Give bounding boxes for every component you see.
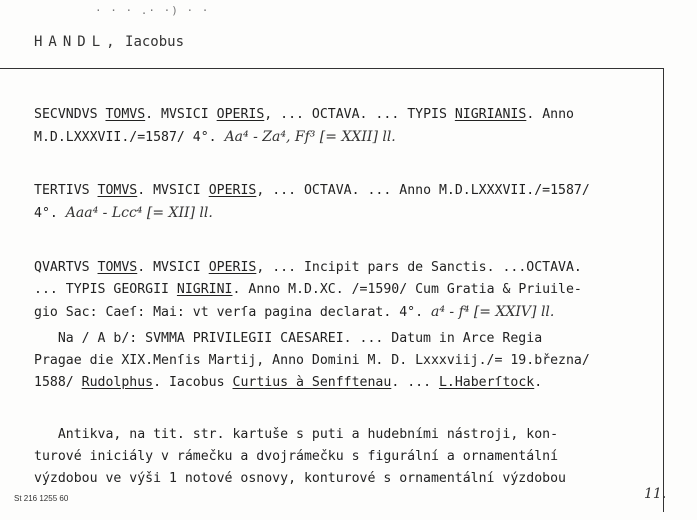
header-separator: , xyxy=(106,34,126,50)
header-rule xyxy=(0,68,664,69)
handwritten-collation: Aaa⁴ - Lcc⁴ [= XII] ll. xyxy=(65,205,213,221)
description-line-1: Antikva, na tit. str. kartuše s puti a hudebními nástroji, kon- xyxy=(34,427,559,442)
page-mark: 11. xyxy=(644,486,667,502)
description-line-3: výzdobou ve výši 1 notové osnovy, konturové s ornamentální výzdobou xyxy=(34,471,566,486)
description-line-2: turové iniciály v rámečku a dvojrámečku s figurální a ornamentální xyxy=(34,449,559,464)
entry-secundus-line-2: M.D.LXXXVII./=1587/ 4°. Aa⁴ - Za⁴, Ff³ [= XXII] ll. xyxy=(34,129,396,145)
author-given-name: Iacobus xyxy=(125,34,185,50)
entry-tertius-line-2: 4°. Aaa⁴ - Lcc⁴ [= XII] ll. xyxy=(34,205,213,221)
right-margin-rule xyxy=(663,68,664,512)
handwritten-collation: Aa⁴ - Za⁴, Ff³ [= XXII] ll. xyxy=(224,129,396,145)
entry-quartus-line-1: QVARTVS TOMVS. MVSICI OPERIS, ... Incipit pars de Sanctis. ...OCTAVA. xyxy=(34,260,582,275)
entry-quartus-line-3: gio Sac: Caeſ: Mai: vt verſa pagina declarat. 4°. a⁴ - f⁴ [= XXIV] ll. xyxy=(34,304,555,320)
handwritten-collation: a⁴ - f⁴ [= XXIV] ll. xyxy=(430,304,555,320)
entry-quartus-line-5: Pragae die XIX.Menſis Martij, Anno Domini M. D. Lxxxviij./= 19.března/ xyxy=(34,353,590,368)
entry-tertius-line-1: TERTIVS TOMVS. MVSICI OPERIS, ... OCTAVA. ... Anno M.D.LXXXVII./=1587/ xyxy=(34,183,590,198)
entry-secundus-line-1: SECVNDVS TOMVS. MVSICI OPERIS, ... OCTAVA. ... TYPIS NIGRIANIS. Anno xyxy=(34,107,574,122)
top-mark: · · · .· ·) · · xyxy=(95,4,210,17)
card-header xyxy=(34,34,184,50)
entry-quartus-line-6: 1588/ Rudolphus. Iacobus Curtius à Senfftenau. ... L.Haberſtock. xyxy=(34,375,543,390)
entry-quartus-line-4: Na / A b/: SVMMA PRIVILEGII CAESAREI. ... Datum in Arce Regia xyxy=(34,331,543,346)
entry-quartus-line-2: ... TYPIS GEORGII NIGRINI. Anno M.D.XC. /=1590/ Cum Gratia & Priuile- xyxy=(34,282,582,297)
author-surname: HANDL xyxy=(34,34,107,50)
catalog-number: St 216 1255 60 xyxy=(14,494,69,503)
